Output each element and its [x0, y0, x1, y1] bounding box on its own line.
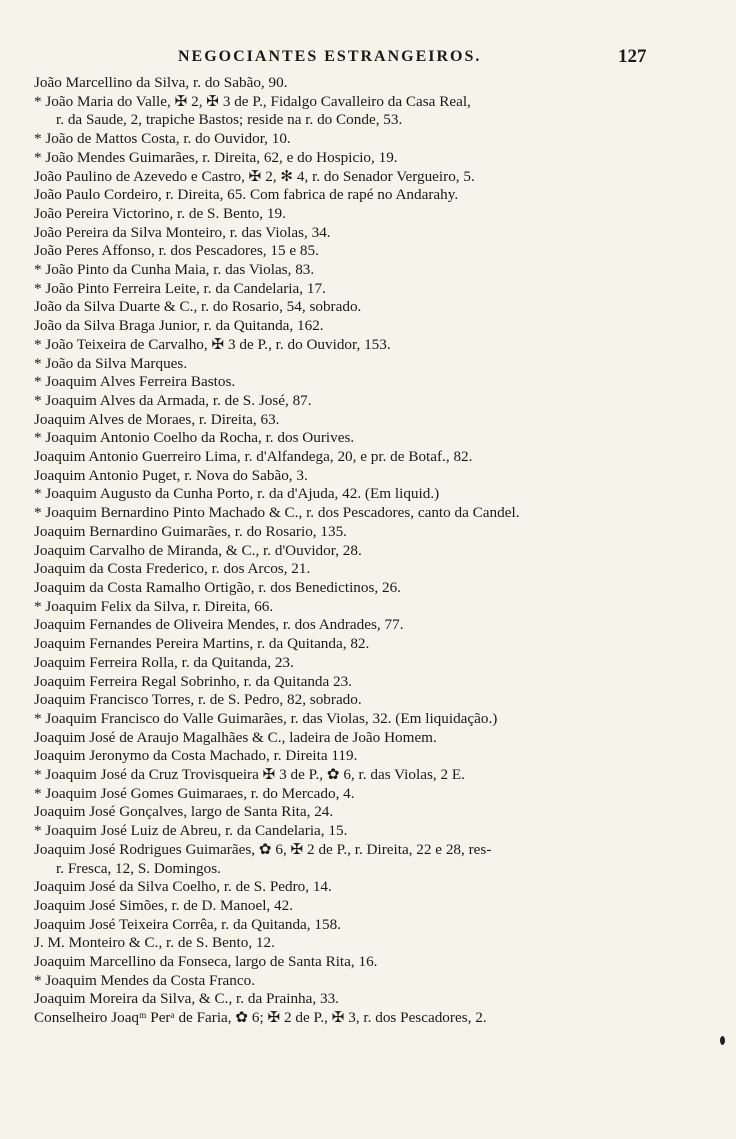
entry: * Joaquim Mendes da Costa Franco. [34, 971, 256, 989]
entry: João Peres Affonso, r. dos Pescadores, 15 e 85. [34, 242, 319, 260]
entry: * Joaquim José Luiz de Abreu, r. da Candelaria, 15. [34, 822, 348, 840]
entry: Joaquim José de Araujo Magalhães & C., ladeira de João Homem. [34, 728, 437, 746]
entry: * Joaquim Alves da Armada, r. de S. José, 87. [34, 391, 312, 409]
entry: * João de Mattos Costa, r. do Ouvidor, 10. [34, 130, 291, 148]
entry: Joaquim José Gonçalves, largo de Santa Rita, 24. [34, 803, 334, 821]
entry: Joaquim Ferreira Rolla, r. da Quitanda, 23. [34, 653, 294, 671]
entry: Joaquim da Costa Ramalho Ortigão, r. dos Benedictinos, 26. [34, 578, 401, 596]
entry: * João Mendes Guimarães, r. Direita, 62, e do Hospicio, 19. [34, 148, 398, 166]
entry-list [34, 74, 710, 1028]
entry: J. M. Monteiro & C., r. de S. Bento, 12. [34, 934, 275, 952]
entry: Joaquim Francisco Torres, r. de S. Pedro, 82, sobrado. [34, 691, 362, 709]
entry: Joaquim José da Silva Coelho, r. de S. Pedro, 14. [34, 878, 332, 896]
entry: Joaquim Jeronymo da Costa Machado, r. Direita 119. [34, 747, 358, 765]
entry: * Joaquim José da Cruz Trovisqueira ✠ 3 de P., ✿ 6, r. das Violas, 2 E. [34, 766, 465, 784]
entry: * Joaquim Augusto da Cunha Porto, r. da d'Ajuda, 42. (Em liquid.) [34, 485, 440, 503]
entry: Joaquim Antonio Puget, r. Nova do Sabão, 3. [34, 466, 308, 484]
entry: João da Silva Braga Junior, r. da Quitanda, 162. [34, 317, 324, 335]
entry: Joaquim José Simões, r. de D. Manoel, 42. [34, 896, 294, 914]
entry: Joaquim Antonio Guerreiro Lima, r. d'Alfandega, 20, e pr. de Botaf., 82. [34, 448, 473, 466]
entry: * João da Silva Marques. [34, 354, 188, 372]
entry: João Paulo Cordeiro, r. Direita, 65. Com fabrica de rapé no Andarahy. [34, 186, 459, 204]
entry: João Marcellino da Silva, r. do Sabão, 90. [34, 74, 288, 91]
entry: Conselheiro Joaqᵐ Perᵃ de Faria, ✿ 6; ✠ 2 de P., ✠ 3, r. dos Pescadores, 2. [34, 1009, 487, 1027]
entry: Joaquim Bernardino Guimarães, r. do Rosario, 135. [34, 522, 347, 540]
entry: Joaquim Ferreira Regal Sobrinho, r. da Quitanda 23. [34, 672, 353, 690]
entry: Joaquim Marcellino da Fonseca, largo de Santa Rita, 16. [34, 953, 378, 971]
entry: Joaquim José Teixeira Corrêa, r. da Quitanda, 158. [34, 915, 341, 933]
entry: Joaquim Carvalho de Miranda, & C., r. d'Ouvidor, 28. [34, 541, 362, 559]
entry: * João Maria do Valle, ✠ 2, ✠ 3 de P., Fidalgo Cavalleiro da Casa Real, [34, 92, 471, 110]
entry: * João Pinto da Cunha Maia, r. das Violas, 83. [34, 261, 315, 279]
entry: Joaquim Moreira da Silva, & C., r. da Prainha, 33. [34, 990, 339, 1008]
entry: * Joaquim Francisco do Valle Guimarães, r. das Violas, 32. (Em liquidação.) [34, 709, 498, 727]
entry: Joaquim Fernandes de Oliveira Mendes, r. dos Andrades, 77. [34, 616, 404, 634]
entry: * Joaquim José Gomes Guimaraes, r. do Mercado, 4. [34, 784, 355, 802]
entry: Joaquim da Costa Frederico, r. dos Arcos, 21. [34, 560, 311, 578]
entry: João da Silva Duarte & C., r. do Rosario, 54, sobrado. [34, 298, 362, 316]
entry: João Paulino de Azevedo e Castro, ✠ 2, ✻ 4, r. do Senador Vergueiro, 5. [34, 167, 475, 185]
page-number: 127 [618, 46, 647, 67]
entry: * João Teixeira de Carvalho, ✠ 3 de P., r. do Ouvidor, 153. [34, 335, 391, 353]
ink-mark [720, 1036, 725, 1045]
running-head: NEGOCIANTES ESTRANGEIROS. [178, 48, 482, 65]
entry: * João Pinto Ferreira Leite, r. da Candelaria, 17. [34, 279, 326, 297]
entry: Joaquim Fernandes Pereira Martins, r. da Quitanda, 82. [34, 635, 370, 653]
entry: Joaquim José Rodrigues Guimarães, ✿ 6, ✠ 2 de P., r. Direita, 22 e 28, res- [34, 840, 492, 858]
entry: João Pereira da Silva Monteiro, r. das Violas, 34. [34, 223, 331, 241]
entry: * Joaquim Bernardino Pinto Machado & C., r. dos Pescadores, canto da Candel. [34, 504, 520, 522]
page-header [0, 48, 736, 70]
entry: João Pereira Victorino, r. de S. Bento, 19. [34, 204, 286, 222]
entry: * Joaquim Felix da Silva, r. Direita, 66. [34, 597, 274, 615]
entry: Joaquim Alves de Moraes, r. Direita, 63. [34, 410, 280, 428]
entry-continuation: r. da Saude, 2, trapiche Bastos; reside na r. do Conde, 53. [56, 111, 403, 129]
entry: * Joaquim Antonio Coelho da Rocha, r. dos Ourives. [34, 429, 355, 447]
entry: * Joaquim Alves Ferreira Bastos. [34, 373, 236, 391]
entry-continuation: r. Fresca, 12, S. Domingos. [56, 859, 221, 877]
